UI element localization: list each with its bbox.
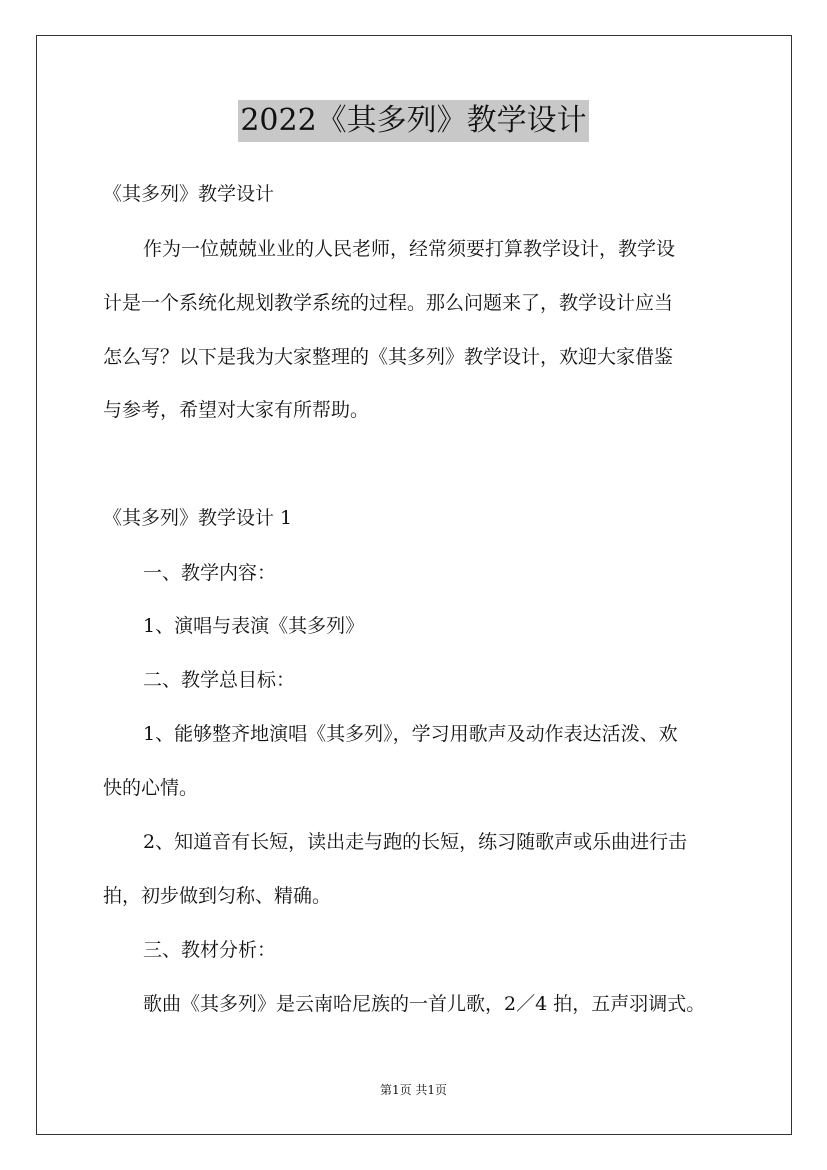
page-footer: 第1页 共1页	[379, 1083, 448, 1097]
paragraph-line: 怎么写？以下是我为大家整理的《其多列》教学设计，欢迎大家借鉴	[103, 346, 674, 368]
document-title: 2022《其多列》教学设计	[238, 100, 588, 142]
paragraph-line: 1、演唱与表演《其多列》	[143, 615, 365, 637]
paragraph-line: 快的心情。	[103, 777, 199, 799]
paragraph-line: 二、教学总目标：	[143, 669, 296, 691]
paragraph-line: 歌曲《其多列》是云南哈尼族的一首儿歌，2／4 拍，五声羽调式。	[143, 993, 706, 1015]
title-container	[0, 100, 827, 142]
paragraph-line: 拍，初步做到匀称、精确。	[103, 885, 332, 907]
paragraph-line: 2、知道音有长短，读出走与跑的长短，练习随歌声或乐曲进行击	[143, 831, 688, 853]
section-heading: 《其多列》教学设计 1	[103, 507, 293, 529]
paragraph-line: 一、教学内容：	[143, 562, 277, 584]
paragraph-line: 三、教材分析：	[143, 939, 277, 961]
paragraph-line: 1、能够整齐地演唱《其多列》，学习用歌声及动作表达活泼、欢	[143, 723, 678, 745]
paragraph-line: 作为一位兢兢业业的人民老师，经常须要打算教学设计，教学设	[143, 238, 676, 260]
subtitle-line: 《其多列》教学设计	[103, 183, 275, 205]
paragraph-line: 计是一个系统化规划教学系统的过程。那么问题来了，教学设计应当	[103, 292, 674, 314]
paragraph-line: 与参考，希望对大家有所帮助。	[103, 399, 370, 421]
